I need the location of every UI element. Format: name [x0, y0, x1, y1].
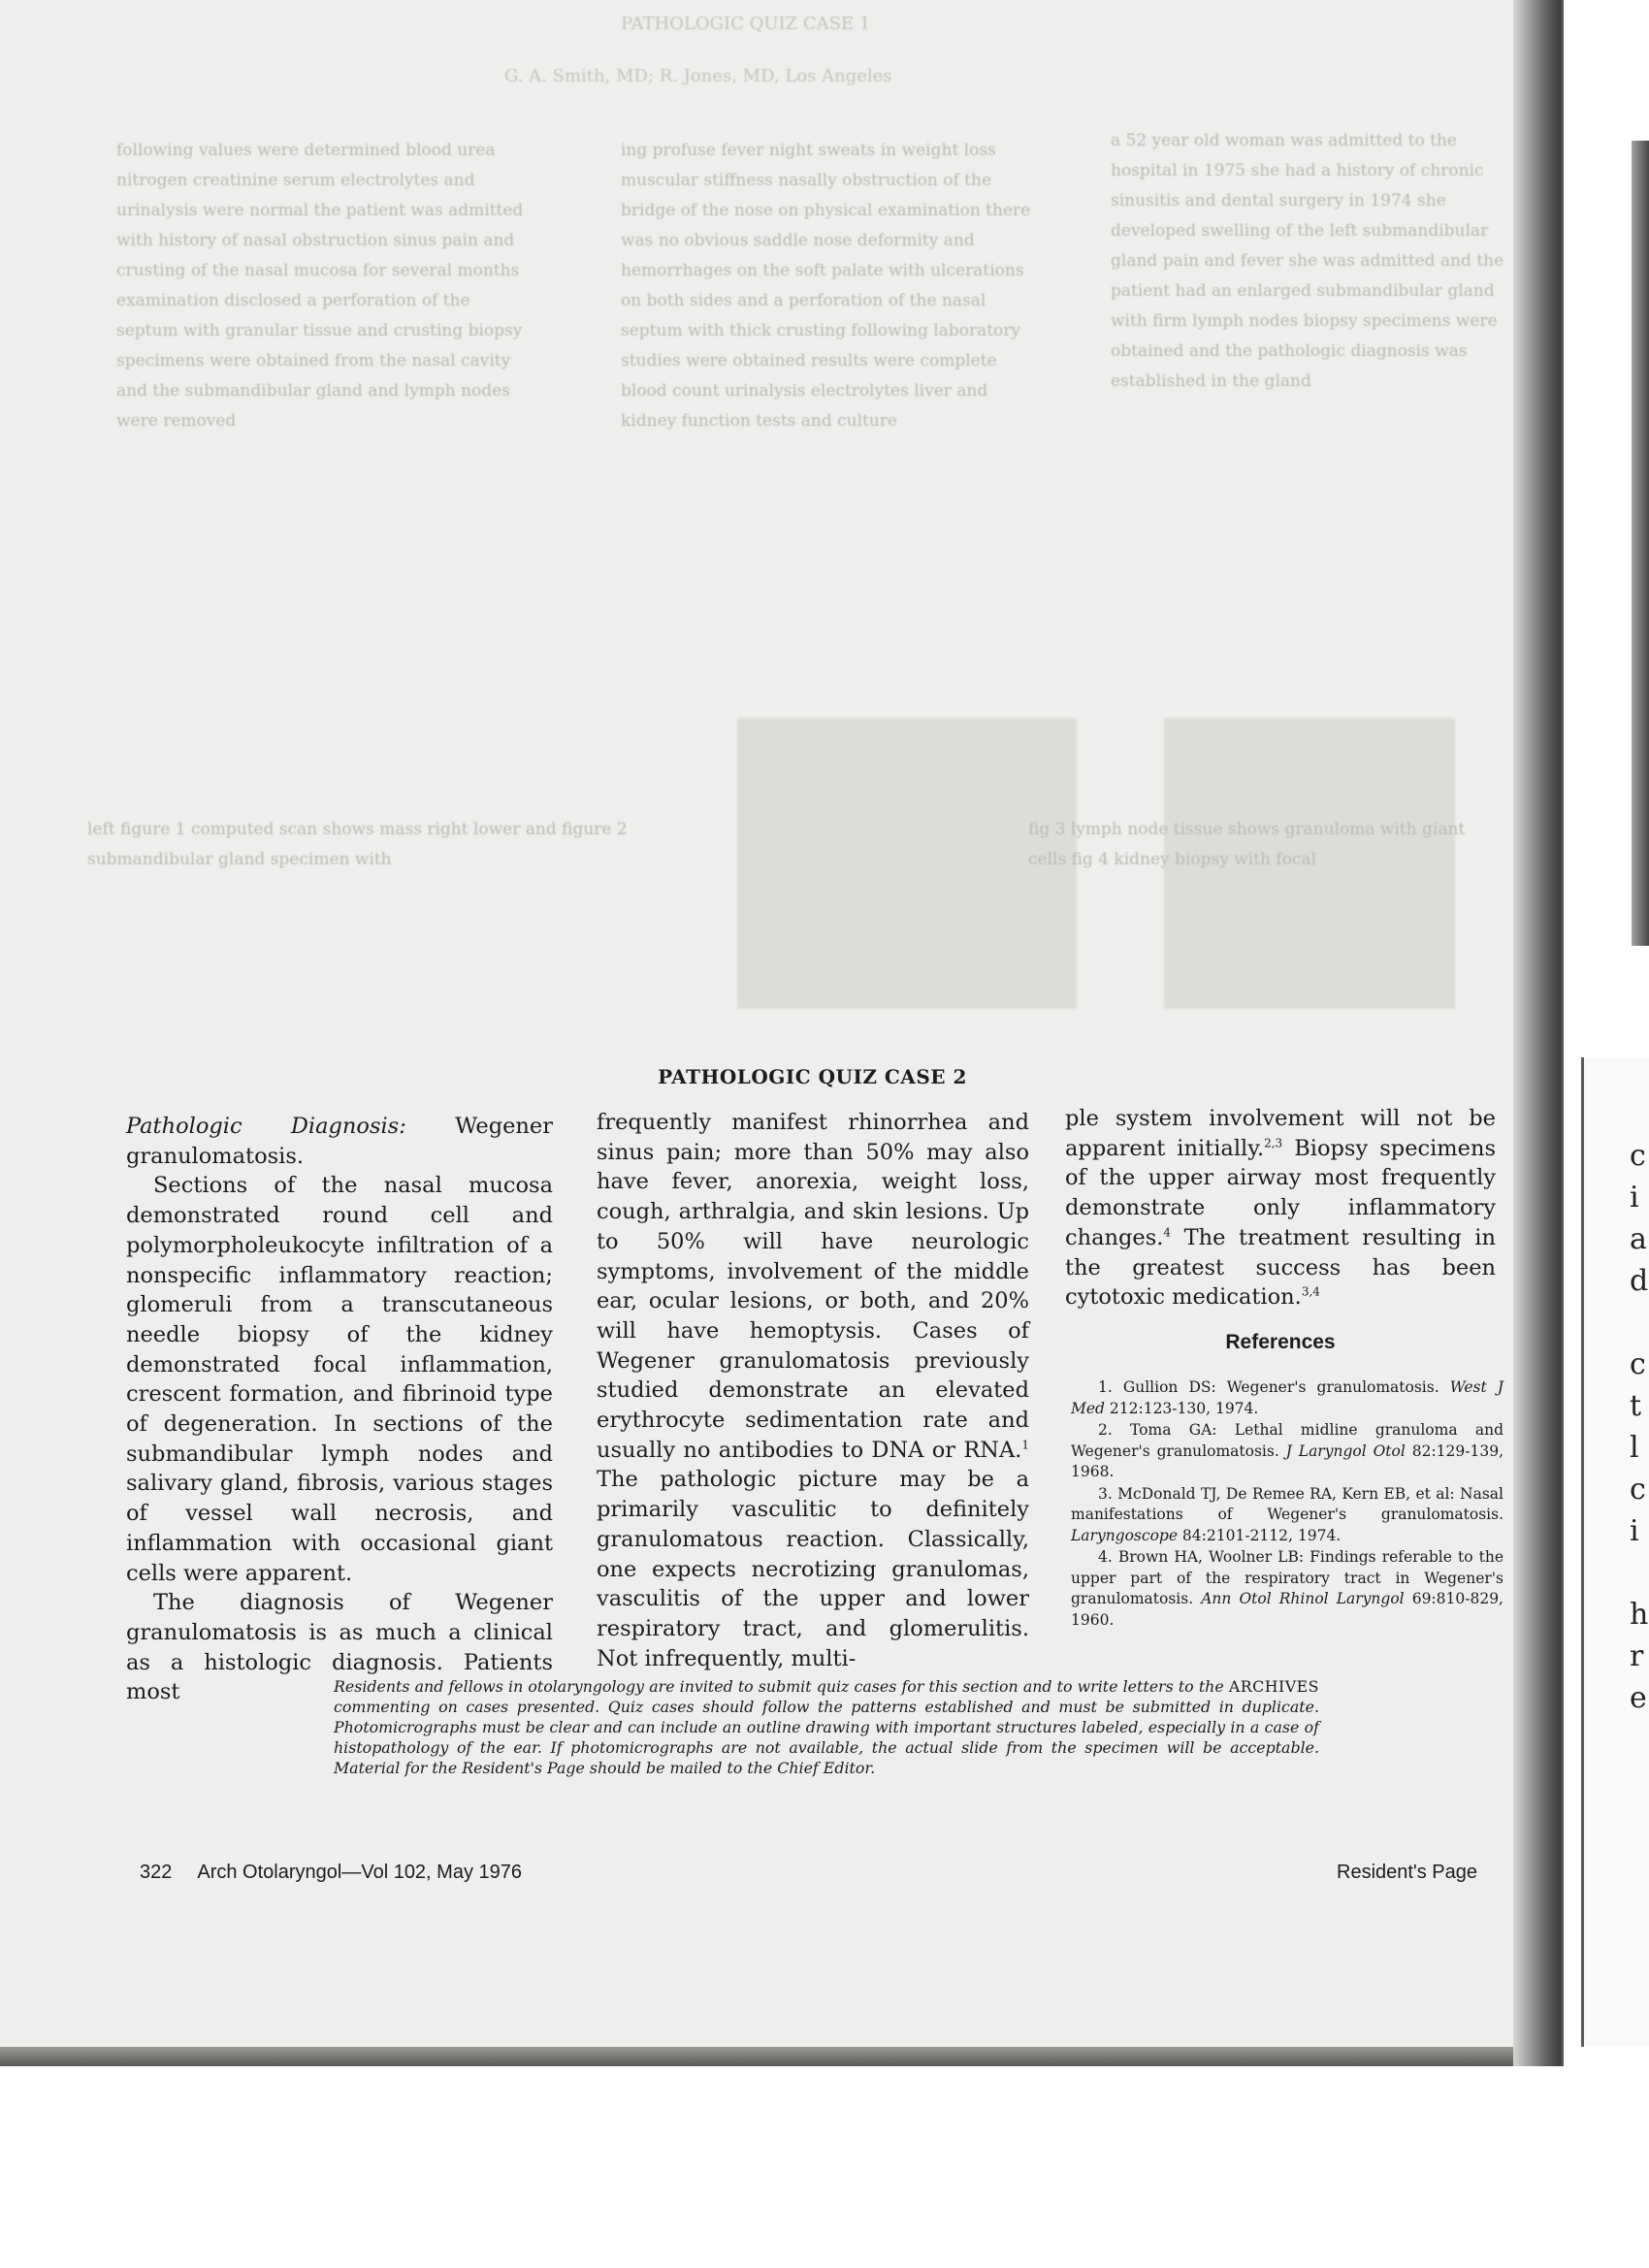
adjacent-page-letter: i [1630, 1514, 1639, 1548]
sections-paragraph: Sections of the nasal mucosa demonstrated round cell and polymorpholeukocyte infiltration of a nonspecific inflammatory reaction; glomeruli from a transcutaneous needle biopsy of the kidney demonstrated focal inflammation, crescent formation, and fibrinoid type of degeneration. In sections of the submandibular lymph nodes and salivary gland, fibrosis, various stages of vessel wall necrosis, and inflammation with occasional giant cells were apparent. [126, 1173, 553, 1586]
reference-details: 212:123-130, 1974. [1104, 1399, 1259, 1417]
adjacent-page-letter: a [1630, 1222, 1647, 1256]
scan-edge-right [1513, 0, 1564, 2066]
scan-edge-strip [1632, 141, 1649, 946]
bleed-through-figure [737, 718, 1077, 1009]
bleed-through-column: a 52 year old woman was admitted to the hospital in 1975 she had a history of chronic sinusitis and dental surgery in 1974 she developed swelling of the left submandibular gland pain and fever she was admitted and the patient had an enlarged submandibular gland with firm lymph nodes biopsy specimens were obtained and the pathologic diagnosis was established in the gland [1111, 131, 1504, 391]
text-run: The pathologic picture may be a primarily vasculitic to definitely granulomatous reaction. Classically, one expects necrotizing granulomas, vasculitis of the upper and lower respiratory tract, and glomerulitis. Not infrequently, multi- [597, 1467, 1029, 1671]
citation-mark: 2,3 [1264, 1136, 1283, 1150]
diagnosis-label: Pathologic Diagnosis: [126, 1114, 406, 1139]
adjacent-page-letter [1630, 1302, 1649, 1344]
reference-details: 69:810-829, 1960. [1071, 1590, 1504, 1629]
adjacent-page-letter: d [1630, 1264, 1649, 1298]
adjacent-page-letters [1630, 1135, 1649, 1719]
reference-journal: Ann Otol Rhinol Laryngol [1201, 1590, 1405, 1607]
adjacent-page-letter [1630, 1552, 1649, 1594]
text-run: ple system involvement will not be apparent initially. [1065, 1106, 1496, 1161]
scan-edge-bottom [0, 2047, 1564, 2066]
text-run: Biopsy specimens of the upper airway most frequently demonstrate only inflammatory changes. [1065, 1135, 1496, 1250]
bleed-through-caption: left figure 1 computed scan shows mass right lower and figure 2 submandibular gland specimen with [87, 820, 628, 869]
bleed-through-byline: G. A. Smith, MD; R. Jones, MD, Los Angeles [504, 66, 892, 86]
adjacent-page-letter: r [1630, 1639, 1644, 1673]
reference-item [1071, 1377, 1504, 1419]
citation-mark: 4 [1163, 1225, 1172, 1240]
reference-item [1071, 1547, 1504, 1631]
footer-section: Resident's Page [1337, 1862, 1478, 1883]
bleed-through-column: ing profuse fever night sweats in weight loss muscular stiffness nasally obstruction of the bridge of the nose on physical examination there was no obvious saddle nose deformity and hemorrhages on the soft palate with ulcerations on both sides and a perforation of the nasal septum with thick crusting following laboratory studies were obtained results were complete blood count urinalysis electrolytes liver and kidney function tests and culture [621, 141, 1031, 431]
adjacent-page-letter: c [1630, 1139, 1646, 1173]
reference-details: 84:2101-2112, 1974. [1178, 1526, 1342, 1544]
text-column-3 [1065, 1104, 1496, 1312]
adjacent-page-letter: l [1630, 1431, 1639, 1465]
adjacent-page-letter: i [1630, 1181, 1639, 1215]
adjacent-page-letter: e [1630, 1681, 1647, 1715]
reference-item [1071, 1420, 1504, 1483]
footer-citation [140, 1862, 522, 1884]
diagnosis-paragraph [126, 1112, 553, 1171]
citation-mark: 1 [1021, 1438, 1029, 1452]
adjacent-page-letter: c [1630, 1473, 1646, 1507]
page-number: 322 [140, 1862, 173, 1883]
adjacent-page-letter: c [1630, 1347, 1646, 1381]
reference-text: 2. Toma GA: Lethal midline granuloma and Wegener's granulomatosis. [1071, 1421, 1504, 1460]
reference-journal: West J Med [1071, 1378, 1504, 1417]
bleed-through-column: following values were determined blood urea nitrogen creatinine serum electrolytes and urinalysis were normal the patient was admitted with history of nasal obstruction sinus pain and crusting of the nasal mucosa for several months examination disclosed a perforation of the septum with granular tissue and crusting biopsy specimens were obtained from the nasal cavity and the submandibular gland and lymph nodes were removed [116, 141, 524, 431]
text-column-2 [597, 1108, 1029, 1673]
text-run: Residents and fellows in otolaryngology are invited to submit quiz cases for this section and to write letters to the [334, 1677, 1229, 1696]
symptoms-paragraph [597, 1108, 1029, 1673]
diagnosis-discussion-paragraph: The diagnosis of Wegener granulomatosis is as much a clinical as a histologic diagnosis. Patients most [126, 1590, 553, 1705]
submission-notice [334, 1676, 1319, 1778]
biopsy-paragraph [1065, 1104, 1496, 1312]
journal-citation: Arch Otolaryngol—Vol 102, May 1976 [197, 1862, 523, 1883]
text-run: commenting on cases presented. Quiz cases should follow the patterns established and must be submitted in duplicate. Photomicrographs must be clear and can include an outline drawing with important structures labeled, especially in a case of histopathology of the ear. If photomicrographs are not available, the actual slide from the specimen will be acceptable. Material for the Resident's Page should be mailed to the Chief Editor. [334, 1698, 1319, 1777]
reference-text: 3. McDonald TJ, De Remee RA, Kern EB, et al: Nasal manifestations of Wegener's granulomatosis. [1071, 1484, 1504, 1523]
bleed-through-title: PATHOLOGIC QUIZ CASE 1 [621, 14, 871, 34]
reference-item [1071, 1484, 1504, 1547]
references-title: References [1225, 1331, 1336, 1353]
text-run: frequently manifest rhinorrhea and sinus pain; more than 50% may also have fever, anorexia, weight loss, cough, arthralgia, and skin lesions. Up to 50% will have neurologic symptoms, involvement of the middle ear, ocular lesions, or both, and 20% will have hemoptysis. Cases of Wegener granulomatosis previously studied demonstrate an elevated erythrocyte sedimentation rate and usually no antibodies to DNA or RNA. [597, 1110, 1029, 1463]
article-heading: PATHOLOGIC QUIZ CASE 2 [658, 1065, 967, 1088]
diagnosis-value: Wegener granulomatosis. [126, 1114, 553, 1169]
reference-text: 4. Brown HA, Woolner LB: Findings referable to the upper part of the respiratory tract in Wegener's granulomatosis. [1071, 1548, 1504, 1607]
reference-journal: J Laryngol Otol [1285, 1442, 1406, 1460]
reference-details: 82:129-139, 1968. [1071, 1442, 1504, 1480]
adjacent-page-letter: h [1630, 1598, 1649, 1632]
citation-mark: 3,4 [1301, 1284, 1320, 1299]
text-column-1 [126, 1112, 553, 1707]
adjacent-page-letter: t [1630, 1389, 1642, 1423]
text-run: The treatment resulting in the greatest success has been cytotoxic medication. [1065, 1224, 1496, 1311]
reference-text: 1. Gullion DS: Wegener's granulomatosis. [1098, 1378, 1450, 1396]
reference-journal: Laryngoscope [1071, 1526, 1178, 1544]
references-list [1071, 1377, 1504, 1632]
journal-name: ARCHIVES [1228, 1677, 1319, 1696]
bleed-through-caption: fig 3 lymph node tissue shows granuloma with giant cells fig 4 kidney biopsy with focal [1028, 820, 1466, 869]
